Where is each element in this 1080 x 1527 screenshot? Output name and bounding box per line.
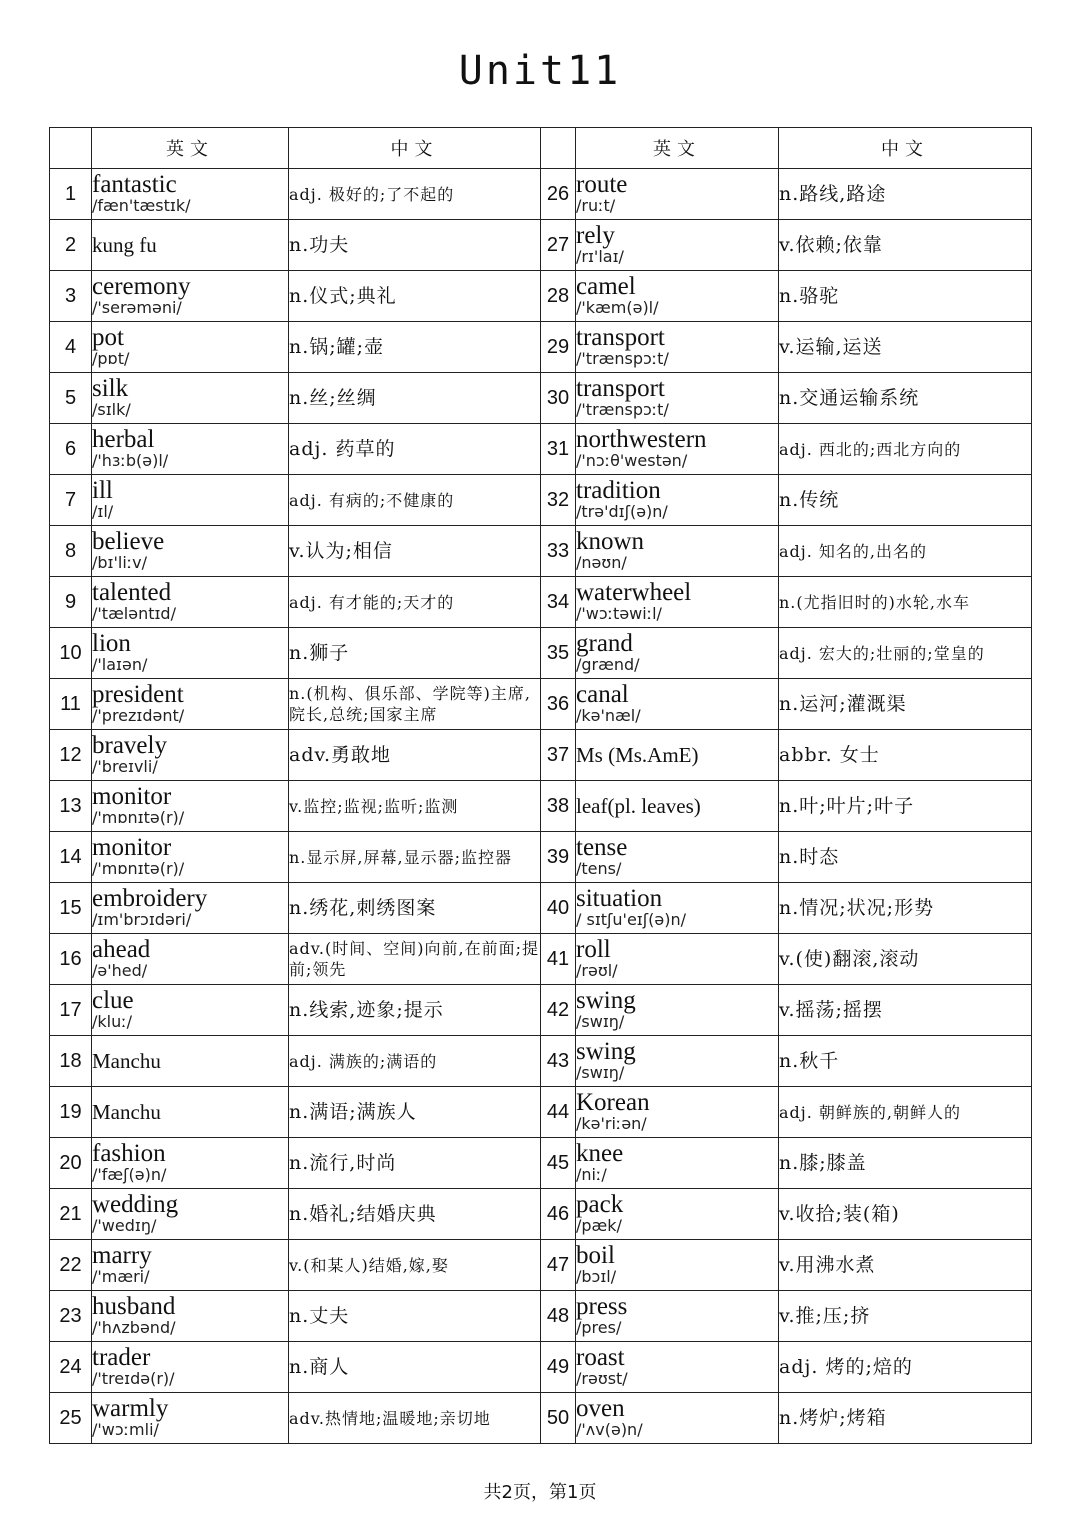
english-cell-right <box>576 1342 779 1393</box>
entry-number-left: 21 <box>50 1189 92 1240</box>
english-word: Manchu <box>92 1049 161 1073</box>
chinese-meaning-right: v.推;压;挤 <box>779 1291 1032 1342</box>
phonetic: /'trænspɔːt/ <box>576 349 669 368</box>
phonetic: /'serəməni/ <box>92 298 182 317</box>
entry-number-right: 27 <box>541 220 576 271</box>
chinese-meaning-left: adv.热情地;温暖地;亲切地 <box>289 1393 541 1444</box>
english-word: ahead <box>92 936 151 963</box>
table-row <box>50 1087 1032 1138</box>
table-row <box>50 1036 1032 1087</box>
chinese-meaning-right: n.骆驼 <box>779 271 1032 322</box>
english-cell-left <box>92 322 289 373</box>
chinese-meaning-right: n.(尤指旧时的)水轮,水车 <box>779 577 1032 628</box>
english-cell-right <box>576 1291 779 1342</box>
english-cell-left <box>92 1138 289 1189</box>
phonetic: /'mɒnɪtə(r)/ <box>92 859 185 878</box>
english-word: kung fu <box>92 233 157 257</box>
english-cell-right <box>576 832 779 883</box>
chinese-meaning-left: n.绣花,刺绣图案 <box>289 883 541 934</box>
entry-number-left: 5 <box>50 373 92 424</box>
chinese-meaning-right: adj. 知名的,出名的 <box>779 526 1032 577</box>
chinese-meaning-right: n.膝;膝盖 <box>779 1138 1032 1189</box>
table-row <box>50 220 1032 271</box>
chinese-meaning-left: adj. 满族的;满语的 <box>289 1036 541 1087</box>
english-cell-left <box>92 934 289 985</box>
english-word: northwestern <box>576 426 707 453</box>
english-cell-right <box>576 1087 779 1138</box>
entry-number-left: 6 <box>50 424 92 475</box>
english-cell-right <box>576 1189 779 1240</box>
english-cell-right <box>576 1138 779 1189</box>
phonetic: /grænd/ <box>576 655 640 674</box>
entry-number-right: 32 <box>541 475 576 526</box>
chinese-meaning-right: n.传统 <box>779 475 1032 526</box>
english-cell-left <box>92 1342 289 1393</box>
english-word: pot <box>92 324 124 351</box>
phonetic: /'prezɪdənt/ <box>92 706 185 725</box>
phonetic: / sɪtʃu'eɪʃ(ə)n/ <box>576 910 686 929</box>
english-word: ceremony <box>92 273 191 300</box>
header-number-left <box>50 128 92 169</box>
table-row <box>50 985 1032 1036</box>
phonetic: /niː/ <box>576 1165 607 1184</box>
english-word: fantastic <box>92 171 177 198</box>
phonetic: /ɪl/ <box>92 502 114 521</box>
entry-number-left: 14 <box>50 832 92 883</box>
english-word: president <box>92 681 184 708</box>
english-cell-right <box>576 679 779 730</box>
header-english-right: 英文 <box>576 128 779 169</box>
english-word: situation <box>576 885 663 912</box>
phonetic: /'treɪdə(r)/ <box>92 1369 175 1388</box>
phonetic: /rəʊst/ <box>576 1369 628 1388</box>
chinese-meaning-left: v.认为;相信 <box>289 526 541 577</box>
entry-number-right: 30 <box>541 373 576 424</box>
entry-number-right: 46 <box>541 1189 576 1240</box>
chinese-meaning-left: adv.勇敢地 <box>289 730 541 781</box>
english-cell-right <box>576 373 779 424</box>
entry-number-right: 26 <box>541 169 576 220</box>
table-row <box>50 628 1032 679</box>
entry-number-left: 20 <box>50 1138 92 1189</box>
entry-number-right: 39 <box>541 832 576 883</box>
english-word: warmly <box>92 1395 169 1422</box>
english-cell-left <box>92 1393 289 1444</box>
chinese-meaning-left: n.仪式;典礼 <box>289 271 541 322</box>
table-row <box>50 883 1032 934</box>
chinese-meaning-right: adj. 宏大的;壮丽的;堂皇的 <box>779 628 1032 679</box>
table-row <box>50 322 1032 373</box>
chinese-meaning-right: adj. 西北的;西北方向的 <box>779 424 1032 475</box>
english-word: roll <box>576 936 611 963</box>
english-cell-left <box>92 985 289 1036</box>
phonetic: /nəʊn/ <box>576 553 627 572</box>
phonetic: /'laɪən/ <box>92 655 148 674</box>
chinese-meaning-right: n.秋千 <box>779 1036 1032 1087</box>
entry-number-right: 29 <box>541 322 576 373</box>
chinese-meaning-left: adj. 有才能的;天才的 <box>289 577 541 628</box>
entry-number-left: 8 <box>50 526 92 577</box>
entry-number-right: 35 <box>541 628 576 679</box>
entry-number-right: 36 <box>541 679 576 730</box>
english-word: talented <box>92 579 172 606</box>
entry-number-left: 19 <box>50 1087 92 1138</box>
english-cell-left <box>92 271 289 322</box>
english-word: pack <box>576 1191 624 1218</box>
table-row <box>50 1189 1032 1240</box>
chinese-meaning-right: v.(使)翻滚,滚动 <box>779 934 1032 985</box>
english-cell-left <box>92 526 289 577</box>
phonetic: /ə'hed/ <box>92 961 148 980</box>
chinese-meaning-right: abbr. 女士 <box>779 730 1032 781</box>
english-cell-right <box>576 985 779 1036</box>
english-word: monitor <box>92 834 172 861</box>
header-chinese-right: 中文 <box>779 128 1032 169</box>
entry-number-right: 34 <box>541 577 576 628</box>
phonetic: /swɪŋ/ <box>576 1063 625 1082</box>
entry-number-left: 7 <box>50 475 92 526</box>
english-word: roast <box>576 1344 625 1371</box>
entry-number-right: 31 <box>541 424 576 475</box>
english-word: Korean <box>576 1089 650 1116</box>
entry-number-right: 44 <box>541 1087 576 1138</box>
english-cell-left <box>92 781 289 832</box>
entry-number-right: 48 <box>541 1291 576 1342</box>
english-word: swing <box>576 987 636 1014</box>
entry-number-left: 1 <box>50 169 92 220</box>
phonetic: /trə'dɪʃ(ə)n/ <box>576 502 668 521</box>
page-title: Unit11 <box>458 48 622 94</box>
chinese-meaning-right: v.依赖;依靠 <box>779 220 1032 271</box>
chinese-meaning-left: v.监控;监视;监听;监测 <box>289 781 541 832</box>
chinese-meaning-left: n.锅;罐;壶 <box>289 322 541 373</box>
english-cell-left <box>92 628 289 679</box>
entry-number-right: 50 <box>541 1393 576 1444</box>
entry-number-left: 17 <box>50 985 92 1036</box>
english-cell-left <box>92 1189 289 1240</box>
table-row <box>50 1291 1032 1342</box>
english-word: transport <box>576 324 665 351</box>
phonetic: /pres/ <box>576 1318 622 1337</box>
phonetic: /bɔɪl/ <box>576 1267 617 1286</box>
english-cell-right <box>576 424 779 475</box>
english-word: embroidery <box>92 885 208 912</box>
entry-number-left: 22 <box>50 1240 92 1291</box>
english-cell-right <box>576 577 779 628</box>
chinese-meaning-left: adj. 极好的;了不起的 <box>289 169 541 220</box>
english-word: rely <box>576 222 615 249</box>
phonetic: /'fæʃ(ə)n/ <box>92 1165 167 1184</box>
phonetic: /swɪŋ/ <box>576 1012 625 1031</box>
header-number-right <box>541 128 576 169</box>
phonetic: /'kæm(ə)l/ <box>576 298 659 317</box>
chinese-meaning-right: v.摇荡;摇摆 <box>779 985 1032 1036</box>
chinese-meaning-left: n.(机构、俱乐部、学院等)主席,院长,总统;国家主席 <box>289 679 541 730</box>
chinese-meaning-left: adj. 药草的 <box>289 424 541 475</box>
english-word: Manchu <box>92 1100 161 1124</box>
table-row <box>50 1240 1032 1291</box>
english-cell-right <box>576 271 779 322</box>
english-cell-right <box>576 1036 779 1087</box>
phonetic: /'ʌv(ə)n/ <box>576 1420 643 1439</box>
chinese-meaning-right: n.情况;状况;形势 <box>779 883 1032 934</box>
english-cell-right <box>576 781 779 832</box>
english-cell-left <box>92 220 289 271</box>
english-cell-right <box>576 475 779 526</box>
chinese-meaning-right: v.用沸水煮 <box>779 1240 1032 1291</box>
english-word: known <box>576 528 645 555</box>
chinese-meaning-right: v.运输,运送 <box>779 322 1032 373</box>
english-word: canal <box>576 681 629 708</box>
english-cell-right <box>576 220 779 271</box>
english-cell-left <box>92 1240 289 1291</box>
chinese-meaning-right: v.收拾;装(箱) <box>779 1189 1032 1240</box>
english-cell-left <box>92 679 289 730</box>
chinese-meaning-left: n.功夫 <box>289 220 541 271</box>
phonetic: /pæk/ <box>576 1216 622 1235</box>
chinese-meaning-right: n.运河;灌溉渠 <box>779 679 1032 730</box>
chinese-meaning-left: adj. 有病的;不健康的 <box>289 475 541 526</box>
entry-number-left: 16 <box>50 934 92 985</box>
phonetic: /'mɒnɪtə(r)/ <box>92 808 185 827</box>
phonetic: /rɪ'laɪ/ <box>576 247 624 266</box>
chinese-meaning-right: n.烤炉;烤箱 <box>779 1393 1032 1444</box>
english-word: bravely <box>92 732 167 759</box>
english-cell-left <box>92 1291 289 1342</box>
english-word: wedding <box>92 1191 179 1218</box>
entry-number-right: 41 <box>541 934 576 985</box>
entry-number-left: 4 <box>50 322 92 373</box>
entry-number-right: 45 <box>541 1138 576 1189</box>
phonetic: /'mæri/ <box>92 1267 150 1286</box>
phonetic: /'nɔːθ'westən/ <box>576 451 688 470</box>
english-cell-left <box>92 169 289 220</box>
table-row <box>50 781 1032 832</box>
chinese-meaning-left: n.婚礼;结婚庆典 <box>289 1189 541 1240</box>
english-word: believe <box>92 528 165 555</box>
chinese-meaning-right: n.交通运输系统 <box>779 373 1032 424</box>
english-cell-left <box>92 424 289 475</box>
entry-number-right: 49 <box>541 1342 576 1393</box>
english-word: clue <box>92 987 134 1014</box>
chinese-meaning-right: adj. 朝鲜族的,朝鲜人的 <box>779 1087 1032 1138</box>
english-word: transport <box>576 375 665 402</box>
english-word: tense <box>576 834 628 861</box>
entry-number-left: 18 <box>50 1036 92 1087</box>
table-row <box>50 730 1032 781</box>
english-word: lion <box>92 630 131 657</box>
entry-number-left: 12 <box>50 730 92 781</box>
entry-number-right: 40 <box>541 883 576 934</box>
english-cell-right <box>576 628 779 679</box>
entry-number-right: 37 <box>541 730 576 781</box>
english-cell-left <box>92 475 289 526</box>
phonetic: /'breɪvli/ <box>92 757 158 776</box>
entry-number-left: 2 <box>50 220 92 271</box>
english-cell-right <box>576 322 779 373</box>
entry-number-left: 11 <box>50 679 92 730</box>
english-cell-left <box>92 373 289 424</box>
chinese-meaning-left: n.显示屏,屏幕,显示器;监控器 <box>289 832 541 883</box>
english-cell-left <box>92 832 289 883</box>
english-cell-right <box>576 1393 779 1444</box>
phonetic: /ruːt/ <box>576 196 616 215</box>
table-row <box>50 577 1032 628</box>
table-row <box>50 1393 1032 1444</box>
phonetic: /'trænspɔːt/ <box>576 400 669 419</box>
header-chinese-left: 中文 <box>289 128 541 169</box>
chinese-meaning-right: n.叶;叶片;叶子 <box>779 781 1032 832</box>
entry-number-right: 47 <box>541 1240 576 1291</box>
table-row <box>50 271 1032 322</box>
phonetic: /kə'riːən/ <box>576 1114 647 1133</box>
english-word: route <box>576 171 628 198</box>
table-row <box>50 424 1032 475</box>
english-word: waterwheel <box>576 579 692 606</box>
chinese-meaning-left: n.线索,迹象;提示 <box>289 985 541 1036</box>
phonetic: /'hɜːb(ə)l/ <box>92 451 169 470</box>
english-word: husband <box>92 1293 176 1320</box>
english-cell-right <box>576 169 779 220</box>
english-cell-left <box>92 1087 289 1138</box>
english-word: fashion <box>92 1140 166 1167</box>
entry-number-right: 38 <box>541 781 576 832</box>
english-cell-right <box>576 730 779 781</box>
table-row <box>50 373 1032 424</box>
table-row <box>50 832 1032 883</box>
phonetic: /bɪ'liːv/ <box>92 553 148 572</box>
phonetic: /'hʌzbənd/ <box>92 1318 176 1337</box>
english-cell-left <box>92 883 289 934</box>
chinese-meaning-left: n.流行,时尚 <box>289 1138 541 1189</box>
english-word: grand <box>576 630 633 657</box>
english-word: oven <box>576 1395 625 1422</box>
table-row <box>50 1138 1032 1189</box>
english-word: tradition <box>576 477 661 504</box>
english-word: leaf(pl. leaves) <box>576 794 701 818</box>
chinese-meaning-left: v.(和某人)结婚,嫁,娶 <box>289 1240 541 1291</box>
english-word: knee <box>576 1140 624 1167</box>
english-cell-right <box>576 883 779 934</box>
english-word: trader <box>92 1344 151 1371</box>
phonetic: /ɪm'brɔɪdəri/ <box>92 910 192 929</box>
phonetic: /rəʊl/ <box>576 961 618 980</box>
english-word: camel <box>576 273 636 300</box>
table-row <box>50 679 1032 730</box>
entry-number-left: 23 <box>50 1291 92 1342</box>
chinese-meaning-left: n.丈夫 <box>289 1291 541 1342</box>
entry-number-left: 15 <box>50 883 92 934</box>
table-header-row <box>50 128 1032 169</box>
english-word: press <box>576 1293 628 1320</box>
entry-number-left: 3 <box>50 271 92 322</box>
table-row <box>50 169 1032 220</box>
english-word: Ms (Ms.AmE) <box>576 743 699 767</box>
table-row <box>50 1342 1032 1393</box>
vocabulary-table <box>49 127 1032 1444</box>
english-cell-right <box>576 934 779 985</box>
entry-number-right: 28 <box>541 271 576 322</box>
chinese-meaning-right: n.时态 <box>779 832 1032 883</box>
table-row <box>50 934 1032 985</box>
english-cell-left <box>92 577 289 628</box>
english-cell-left <box>92 730 289 781</box>
phonetic: /'wedɪŋ/ <box>92 1216 157 1235</box>
chinese-meaning-left: n.商人 <box>289 1342 541 1393</box>
chinese-meaning-left: n.狮子 <box>289 628 541 679</box>
entry-number-left: 24 <box>50 1342 92 1393</box>
phonetic: /sɪlk/ <box>92 400 131 419</box>
english-word: herbal <box>92 426 155 453</box>
english-cell-right <box>576 526 779 577</box>
header-english-left: 英文 <box>92 128 289 169</box>
phonetic: /tens/ <box>576 859 622 878</box>
entry-number-right: 33 <box>541 526 576 577</box>
entry-number-right: 42 <box>541 985 576 1036</box>
entry-number-left: 25 <box>50 1393 92 1444</box>
table-row <box>50 526 1032 577</box>
chinese-meaning-left: adv.(时间、空间)向前,在前面;提前;领先 <box>289 934 541 985</box>
entry-number-left: 13 <box>50 781 92 832</box>
phonetic: /fæn'tæstɪk/ <box>92 196 191 215</box>
phonetic: /kə'næl/ <box>576 706 641 725</box>
english-word: ill <box>92 477 113 504</box>
chinese-meaning-right: n.路线,路途 <box>779 169 1032 220</box>
chinese-meaning-left: n.丝;丝绸 <box>289 373 541 424</box>
entry-number-right: 43 <box>541 1036 576 1087</box>
entry-number-left: 10 <box>50 628 92 679</box>
table-row <box>50 475 1032 526</box>
phonetic: /'tæləntɪd/ <box>92 604 176 623</box>
phonetic: /kluː/ <box>92 1012 133 1031</box>
phonetic: /'wɔːmli/ <box>92 1420 159 1439</box>
english-cell-right <box>576 1240 779 1291</box>
page-footer: 共2页，第1页 <box>483 1482 597 1503</box>
english-word: monitor <box>92 783 172 810</box>
phonetic: /pɒt/ <box>92 349 130 368</box>
phonetic: /'wɔːtəwiːl/ <box>576 604 662 623</box>
chinese-meaning-right: adj. 烤的;焙的 <box>779 1342 1032 1393</box>
english-word: boil <box>576 1242 615 1269</box>
english-word: swing <box>576 1038 636 1065</box>
english-word: silk <box>92 375 129 402</box>
english-word: marry <box>92 1242 152 1269</box>
chinese-meaning-left: n.满语;满族人 <box>289 1087 541 1138</box>
english-cell-left <box>92 1036 289 1087</box>
entry-number-left: 9 <box>50 577 92 628</box>
